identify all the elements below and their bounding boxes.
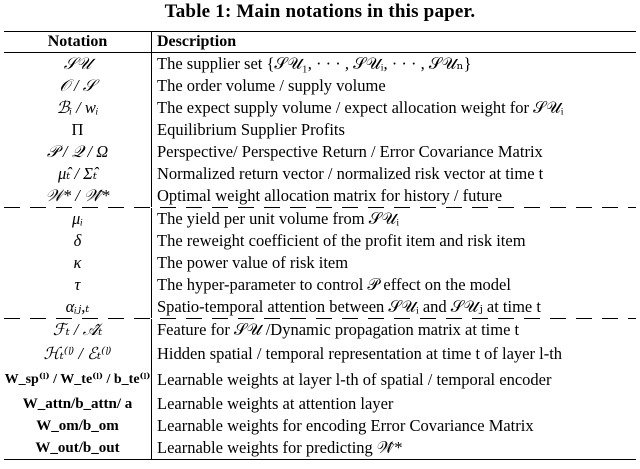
table-row (4, 163, 636, 185)
description-cell: The order volume / supply volume (157, 76, 386, 95)
description-cell: Learnable weights at attention layer (157, 394, 394, 413)
description-cell: Perspective/ Perspective Return / Error Covariance Matrix (157, 142, 543, 161)
notation-group-2 (4, 208, 636, 318)
table-row (4, 319, 636, 341)
table-row (4, 97, 636, 119)
notation-cell: δ (4, 230, 152, 252)
description-cell: The hyper-parameter to control 𝒫 effect on the model (157, 275, 511, 294)
table-row (4, 208, 636, 230)
description-cell: Equilibrium Supplier Profits (157, 120, 345, 139)
header-notation: Notation (4, 32, 152, 52)
table-caption: Table 1: Main notations in this paper. (164, 1, 476, 22)
table-row (4, 141, 636, 163)
table-row (4, 119, 636, 141)
table-row (4, 367, 636, 393)
notation-cell: 𝒪 / 𝒮 (4, 75, 152, 97)
table-row (4, 252, 636, 274)
notation-cell: 𝒲* / 𝒲̂* (4, 185, 152, 207)
notation-cell: αᵢⱼ,ₜ (4, 296, 152, 318)
notation-group-3 (4, 319, 636, 459)
notation-table (4, 31, 636, 460)
description-cell: Spatio-temporal attention between 𝒮𝒰ᵢ and 𝒮𝒰ⱼ at time t (157, 297, 541, 316)
notation-group-1 (4, 53, 636, 207)
table-row (4, 341, 636, 367)
notation-cell: ℋₜ⁽ˡ⁾ / ℰₜ⁽ˡ⁾ (4, 341, 152, 367)
table-row (4, 415, 636, 437)
table-row (4, 274, 636, 296)
header-description: Description (157, 33, 237, 50)
table-row (4, 230, 636, 252)
notation-cell: μᵢ (4, 208, 152, 230)
notation-cell: κ (4, 252, 152, 274)
table-row (4, 393, 636, 415)
description-cell: The reweight coefficient of the profit item and risk item (157, 231, 526, 250)
description-cell: Feature for 𝒮𝒰 /Dynamic propagation matrix at time t (157, 320, 520, 339)
description-cell: The expect supply volume / expect allocation weight for 𝒮𝒰ᵢ (157, 98, 564, 117)
notation-cell: W_out/b_out (4, 437, 152, 459)
table-row (4, 53, 636, 75)
description-cell: The yield per unit volume from 𝒮𝒰ᵢ (157, 209, 400, 228)
description-cell: Learnable weights for encoding Error Covariance Matrix (157, 416, 534, 435)
description-cell: Learnable weights at layer l-th of spatial / temporal encoder (157, 370, 552, 389)
description-cell: Optimal weight allocation matrix for history / future (157, 186, 503, 205)
notation-cell: ℬᵢ / wᵢ (4, 97, 152, 119)
notation-cell: W_sp⁽ˡ⁾ / W_te⁽ˡ⁾ / b_te⁽ˡ⁾ (4, 367, 152, 393)
description-cell: The supplier set {𝒮𝒰₁, · · · , 𝒮𝒰ᵢ, · · · , 𝒮𝒰ₙ} (157, 54, 472, 73)
notation-cell: 𝒫 / 𝒬 / Ω (4, 141, 152, 163)
table-header (4, 32, 636, 53)
notation-cell: 𝒮𝒰 (4, 53, 152, 75)
table-row (4, 437, 636, 459)
table-row (4, 185, 636, 207)
table-row (4, 296, 636, 318)
notation-cell: W_om/b_om (4, 415, 152, 437)
description-cell: Normalized return vector / normalized risk vector at time t (157, 164, 544, 183)
description-cell: Hidden spatial / temporal representation at time t of layer l-th (157, 344, 563, 363)
notation-cell: W_attn/b_attn/ a (4, 393, 152, 415)
notation-cell: Π (4, 119, 152, 141)
notation-cell: ℱₜ / 𝒜̂ₜ (4, 319, 152, 341)
notation-cell: τ (4, 274, 152, 296)
description-cell: Learnable weights for predicting 𝒲̂* (157, 438, 403, 457)
table-row (4, 75, 636, 97)
notation-cell: μ̂ₜ / Σ̂ₜ (4, 163, 152, 185)
description-cell: The power value of risk item (157, 253, 349, 272)
